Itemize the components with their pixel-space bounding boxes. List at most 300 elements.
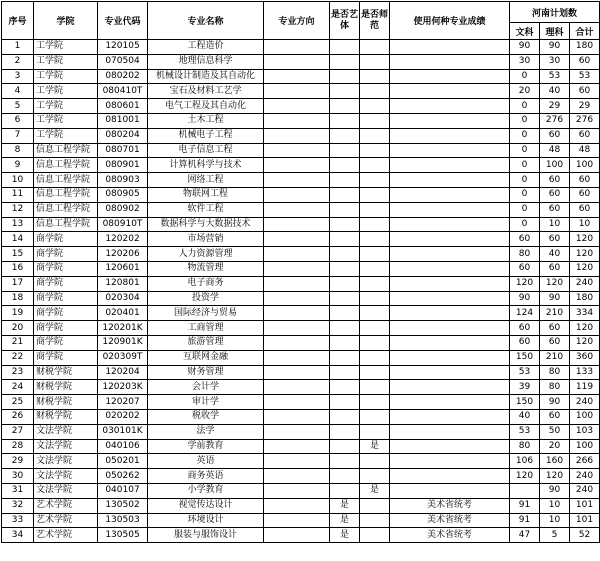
cell-is-art xyxy=(330,350,360,365)
enrollment-plan-table xyxy=(1,1,600,543)
cell-is-normal xyxy=(360,365,390,380)
cell-total: 120 xyxy=(570,232,600,247)
cell-liberal: 0 xyxy=(510,113,540,128)
cell-score-used xyxy=(390,276,510,291)
cell-seq: 6 xyxy=(2,113,34,128)
cell-is-art xyxy=(330,321,360,336)
cell-direction xyxy=(264,84,330,99)
cell-major-code: 080601 xyxy=(98,99,148,114)
cell-major-name: 土木工程 xyxy=(148,113,264,128)
cell-score-used xyxy=(390,128,510,143)
cell-score-used xyxy=(390,54,510,69)
cell-direction xyxy=(264,54,330,69)
cell-is-art: 是 xyxy=(330,498,360,513)
cell-total: 103 xyxy=(570,424,600,439)
cell-direction xyxy=(264,113,330,128)
cell-is-art xyxy=(330,202,360,217)
cell-major-code: 130503 xyxy=(98,513,148,528)
cell-seq: 22 xyxy=(2,350,34,365)
cell-is-art xyxy=(330,40,360,55)
table-row xyxy=(2,69,600,84)
cell-major-code: 081001 xyxy=(98,113,148,128)
table-row xyxy=(2,173,600,188)
table-row xyxy=(2,454,600,469)
cell-college: 工学院 xyxy=(34,40,98,55)
table-row xyxy=(2,306,600,321)
cell-score-used xyxy=(390,40,510,55)
cell-college: 文法学院 xyxy=(34,424,98,439)
cell-total: 101 xyxy=(570,513,600,528)
header-liberal: 文科 xyxy=(510,23,540,40)
cell-liberal: 80 xyxy=(510,439,540,454)
cell-score-used xyxy=(390,217,510,232)
cell-is-normal xyxy=(360,306,390,321)
cell-major-name: 视觉传达设计 xyxy=(148,498,264,513)
cell-seq: 12 xyxy=(2,202,34,217)
cell-liberal: 0 xyxy=(510,217,540,232)
cell-major-code: 080202 xyxy=(98,69,148,84)
cell-college: 财税学院 xyxy=(34,395,98,410)
cell-liberal: 0 xyxy=(510,173,540,188)
cell-liberal: 91 xyxy=(510,513,540,528)
cell-total: 133 xyxy=(570,365,600,380)
cell-major-code: 120202 xyxy=(98,232,148,247)
header-henan-plan: 河南计划数 xyxy=(510,2,600,23)
table-row xyxy=(2,365,600,380)
cell-college: 工学院 xyxy=(34,99,98,114)
cell-total: 60 xyxy=(570,202,600,217)
cell-direction xyxy=(264,173,330,188)
cell-is-normal xyxy=(360,424,390,439)
cell-score-used xyxy=(390,454,510,469)
cell-score-used xyxy=(390,69,510,84)
cell-is-normal xyxy=(360,99,390,114)
cell-college: 艺术学院 xyxy=(34,528,98,543)
cell-direction xyxy=(264,69,330,84)
cell-science: 10 xyxy=(540,498,570,513)
table-row xyxy=(2,261,600,276)
cell-score-used xyxy=(390,469,510,484)
cell-college: 工学院 xyxy=(34,128,98,143)
cell-science: 120 xyxy=(540,276,570,291)
cell-score-used xyxy=(390,439,510,454)
cell-liberal: 53 xyxy=(510,365,540,380)
cell-is-normal xyxy=(360,321,390,336)
cell-seq: 32 xyxy=(2,498,34,513)
header-is-art: 是否艺体 xyxy=(330,2,360,40)
cell-is-normal: 是 xyxy=(360,483,390,498)
cell-liberal xyxy=(510,483,540,498)
header-major-name: 专业名称 xyxy=(148,2,264,40)
cell-is-normal xyxy=(360,84,390,99)
cell-major-name: 工程造价 xyxy=(148,40,264,55)
cell-liberal: 90 xyxy=(510,291,540,306)
table-row xyxy=(2,40,600,55)
header-major-code: 专业代码 xyxy=(98,2,148,40)
cell-science: 160 xyxy=(540,454,570,469)
table-row xyxy=(2,380,600,395)
table-row xyxy=(2,291,600,306)
cell-is-normal xyxy=(360,276,390,291)
cell-is-normal xyxy=(360,40,390,55)
table-row xyxy=(2,395,600,410)
cell-science: 30 xyxy=(540,54,570,69)
cell-is-normal xyxy=(360,261,390,276)
cell-total: 52 xyxy=(570,528,600,543)
cell-total: 240 xyxy=(570,276,600,291)
cell-major-code: 080410T xyxy=(98,84,148,99)
cell-seq: 5 xyxy=(2,99,34,114)
cell-direction xyxy=(264,365,330,380)
cell-major-code: 040106 xyxy=(98,439,148,454)
cell-is-normal xyxy=(360,409,390,424)
cell-direction xyxy=(264,513,330,528)
cell-is-normal: 是 xyxy=(360,439,390,454)
cell-seq: 24 xyxy=(2,380,34,395)
cell-major-name: 地理信息科学 xyxy=(148,54,264,69)
cell-liberal: 90 xyxy=(510,40,540,55)
cell-direction xyxy=(264,217,330,232)
cell-science: 40 xyxy=(540,247,570,262)
cell-major-name: 投资学 xyxy=(148,291,264,306)
cell-is-art xyxy=(330,173,360,188)
cell-science: 20 xyxy=(540,439,570,454)
cell-score-used: 美术省统考 xyxy=(390,528,510,543)
cell-college: 工学院 xyxy=(34,54,98,69)
cell-total: 60 xyxy=(570,173,600,188)
cell-total: 120 xyxy=(570,321,600,336)
table-row xyxy=(2,202,600,217)
cell-science: 53 xyxy=(540,69,570,84)
cell-liberal: 0 xyxy=(510,69,540,84)
cell-is-normal xyxy=(360,217,390,232)
cell-total: 100 xyxy=(570,158,600,173)
cell-direction xyxy=(264,409,330,424)
cell-science: 60 xyxy=(540,261,570,276)
cell-is-art xyxy=(330,335,360,350)
cell-total: 100 xyxy=(570,439,600,454)
cell-is-art xyxy=(330,439,360,454)
cell-score-used xyxy=(390,84,510,99)
cell-college: 商学院 xyxy=(34,306,98,321)
cell-major-name: 法学 xyxy=(148,424,264,439)
cell-total: 276 xyxy=(570,113,600,128)
cell-major-code: 120801 xyxy=(98,276,148,291)
cell-college: 商学院 xyxy=(34,247,98,262)
cell-score-used xyxy=(390,232,510,247)
cell-liberal: 150 xyxy=(510,350,540,365)
cell-major-name: 税收学 xyxy=(148,409,264,424)
cell-college: 商学院 xyxy=(34,321,98,336)
cell-seq: 11 xyxy=(2,187,34,202)
cell-is-art xyxy=(330,113,360,128)
cell-science: 5 xyxy=(540,528,570,543)
cell-major-code: 080901 xyxy=(98,158,148,173)
cell-is-art xyxy=(330,54,360,69)
cell-major-name: 旅游管理 xyxy=(148,335,264,350)
table-row xyxy=(2,99,600,114)
cell-total: 10 xyxy=(570,217,600,232)
cell-major-name: 网络工程 xyxy=(148,173,264,188)
cell-direction xyxy=(264,291,330,306)
cell-score-used xyxy=(390,409,510,424)
cell-score-used xyxy=(390,143,510,158)
cell-direction xyxy=(264,143,330,158)
cell-major-code: 070504 xyxy=(98,54,148,69)
cell-major-code: 120601 xyxy=(98,261,148,276)
table-row xyxy=(2,158,600,173)
table-row xyxy=(2,350,600,365)
table-row xyxy=(2,54,600,69)
cell-seq: 19 xyxy=(2,306,34,321)
cell-science: 60 xyxy=(540,187,570,202)
header-science: 理科 xyxy=(540,23,570,40)
cell-is-art xyxy=(330,365,360,380)
cell-is-normal xyxy=(360,247,390,262)
table-row xyxy=(2,84,600,99)
table-row xyxy=(2,276,600,291)
cell-direction xyxy=(264,261,330,276)
cell-is-normal xyxy=(360,69,390,84)
header-score-used: 使用何种专业成绩 xyxy=(390,2,510,40)
cell-is-normal xyxy=(360,528,390,543)
cell-college: 商学院 xyxy=(34,276,98,291)
table-row xyxy=(2,247,600,262)
cell-science: 100 xyxy=(540,158,570,173)
cell-total: 240 xyxy=(570,483,600,498)
cell-major-code: 080204 xyxy=(98,128,148,143)
cell-liberal: 40 xyxy=(510,409,540,424)
cell-seq: 4 xyxy=(2,84,34,99)
cell-liberal: 80 xyxy=(510,247,540,262)
cell-direction xyxy=(264,158,330,173)
cell-total: 334 xyxy=(570,306,600,321)
cell-score-used xyxy=(390,395,510,410)
cell-college: 信息工程学院 xyxy=(34,202,98,217)
cell-college: 商学院 xyxy=(34,291,98,306)
cell-is-art xyxy=(330,380,360,395)
cell-is-art xyxy=(330,469,360,484)
cell-major-code: 130505 xyxy=(98,528,148,543)
cell-is-art xyxy=(330,99,360,114)
cell-college: 商学院 xyxy=(34,232,98,247)
cell-major-code: 050262 xyxy=(98,469,148,484)
cell-liberal: 60 xyxy=(510,335,540,350)
cell-total: 48 xyxy=(570,143,600,158)
cell-major-name: 审计学 xyxy=(148,395,264,410)
cell-score-used xyxy=(390,350,510,365)
cell-total: 53 xyxy=(570,69,600,84)
cell-is-art xyxy=(330,143,360,158)
cell-direction xyxy=(264,528,330,543)
cell-direction xyxy=(264,469,330,484)
cell-major-name: 市场营销 xyxy=(148,232,264,247)
cell-score-used xyxy=(390,306,510,321)
cell-major-name: 物流管理 xyxy=(148,261,264,276)
cell-seq: 31 xyxy=(2,483,34,498)
cell-is-normal xyxy=(360,143,390,158)
cell-science: 10 xyxy=(540,513,570,528)
cell-major-name: 商务英语 xyxy=(148,469,264,484)
cell-major-code: 120105 xyxy=(98,40,148,55)
cell-college: 文法学院 xyxy=(34,454,98,469)
table-row xyxy=(2,409,600,424)
cell-score-used xyxy=(390,173,510,188)
cell-science: 90 xyxy=(540,291,570,306)
cell-liberal: 60 xyxy=(510,321,540,336)
cell-college: 信息工程学院 xyxy=(34,187,98,202)
cell-seq: 28 xyxy=(2,439,34,454)
cell-is-art: 是 xyxy=(330,513,360,528)
cell-science: 60 xyxy=(540,128,570,143)
cell-liberal: 120 xyxy=(510,276,540,291)
cell-seq: 17 xyxy=(2,276,34,291)
cell-score-used: 美术省统考 xyxy=(390,498,510,513)
cell-total: 60 xyxy=(570,187,600,202)
cell-score-used: 美术省统考 xyxy=(390,513,510,528)
cell-is-normal xyxy=(360,158,390,173)
cell-major-name: 电子信息工程 xyxy=(148,143,264,158)
table-row xyxy=(2,128,600,143)
cell-is-normal xyxy=(360,128,390,143)
cell-is-art xyxy=(330,395,360,410)
table-body xyxy=(2,40,600,543)
cell-major-name: 电子商务 xyxy=(148,276,264,291)
cell-score-used xyxy=(390,99,510,114)
cell-is-normal xyxy=(360,232,390,247)
cell-liberal: 0 xyxy=(510,202,540,217)
cell-seq: 13 xyxy=(2,217,34,232)
cell-science: 48 xyxy=(540,143,570,158)
cell-major-name: 物联网工程 xyxy=(148,187,264,202)
cell-major-code: 120204 xyxy=(98,365,148,380)
cell-science: 90 xyxy=(540,40,570,55)
cell-liberal: 0 xyxy=(510,187,540,202)
cell-college: 工学院 xyxy=(34,69,98,84)
cell-major-code: 080701 xyxy=(98,143,148,158)
cell-major-code: 020309T xyxy=(98,350,148,365)
cell-is-art: 是 xyxy=(330,528,360,543)
cell-major-code: 020202 xyxy=(98,409,148,424)
cell-major-code: 120206 xyxy=(98,247,148,262)
cell-major-code: 050201 xyxy=(98,454,148,469)
cell-is-normal xyxy=(360,113,390,128)
cell-college: 艺术学院 xyxy=(34,513,98,528)
cell-is-normal xyxy=(360,513,390,528)
cell-liberal: 150 xyxy=(510,395,540,410)
cell-science: 80 xyxy=(540,365,570,380)
cell-direction xyxy=(264,187,330,202)
cell-major-name: 学前教育 xyxy=(148,439,264,454)
cell-science: 90 xyxy=(540,483,570,498)
table-row xyxy=(2,217,600,232)
cell-major-code: 020304 xyxy=(98,291,148,306)
cell-major-name: 会计学 xyxy=(148,380,264,395)
table-row xyxy=(2,469,600,484)
cell-seq: 18 xyxy=(2,291,34,306)
cell-direction xyxy=(264,232,330,247)
cell-direction xyxy=(264,454,330,469)
cell-science: 120 xyxy=(540,469,570,484)
cell-total: 60 xyxy=(570,84,600,99)
cell-is-art xyxy=(330,483,360,498)
cell-college: 信息工程学院 xyxy=(34,217,98,232)
cell-seq: 10 xyxy=(2,173,34,188)
table-row xyxy=(2,143,600,158)
cell-seq: 9 xyxy=(2,158,34,173)
cell-major-name: 机械电子工程 xyxy=(148,128,264,143)
cell-major-code: 030101K xyxy=(98,424,148,439)
cell-liberal: 39 xyxy=(510,380,540,395)
cell-score-used xyxy=(390,365,510,380)
cell-direction xyxy=(264,439,330,454)
cell-direction xyxy=(264,202,330,217)
header-college: 学院 xyxy=(34,2,98,40)
cell-is-normal xyxy=(360,498,390,513)
header-is-normal: 是否师范 xyxy=(360,2,390,40)
cell-seq: 20 xyxy=(2,321,34,336)
cell-is-art xyxy=(330,158,360,173)
cell-liberal: 20 xyxy=(510,84,540,99)
cell-college: 商学院 xyxy=(34,335,98,350)
cell-science: 80 xyxy=(540,380,570,395)
cell-is-normal xyxy=(360,380,390,395)
cell-direction xyxy=(264,128,330,143)
cell-major-code: 040107 xyxy=(98,483,148,498)
cell-is-normal xyxy=(360,173,390,188)
table-row xyxy=(2,187,600,202)
cell-total: 180 xyxy=(570,291,600,306)
cell-score-used xyxy=(390,321,510,336)
cell-science: 40 xyxy=(540,84,570,99)
cell-college: 文法学院 xyxy=(34,439,98,454)
cell-science: 276 xyxy=(540,113,570,128)
cell-major-code: 020401 xyxy=(98,306,148,321)
cell-score-used xyxy=(390,247,510,262)
cell-major-code: 130502 xyxy=(98,498,148,513)
cell-score-used xyxy=(390,158,510,173)
cell-is-normal xyxy=(360,395,390,410)
cell-college: 信息工程学院 xyxy=(34,143,98,158)
cell-direction xyxy=(264,40,330,55)
cell-total: 360 xyxy=(570,350,600,365)
cell-seq: 29 xyxy=(2,454,34,469)
cell-major-name: 互联网金融 xyxy=(148,350,264,365)
cell-is-normal xyxy=(360,335,390,350)
cell-seq: 7 xyxy=(2,128,34,143)
cell-seq: 2 xyxy=(2,54,34,69)
cell-liberal: 60 xyxy=(510,232,540,247)
cell-liberal: 0 xyxy=(510,158,540,173)
cell-total: 101 xyxy=(570,498,600,513)
header-direction: 专业方向 xyxy=(264,2,330,40)
cell-college: 文法学院 xyxy=(34,469,98,484)
cell-direction xyxy=(264,380,330,395)
cell-total: 120 xyxy=(570,335,600,350)
cell-liberal: 0 xyxy=(510,143,540,158)
cell-is-normal xyxy=(360,469,390,484)
cell-score-used xyxy=(390,113,510,128)
cell-college: 艺术学院 xyxy=(34,498,98,513)
header-row xyxy=(2,2,600,23)
cell-major-name: 服装与服饰设计 xyxy=(148,528,264,543)
cell-is-art xyxy=(330,306,360,321)
cell-science: 60 xyxy=(540,202,570,217)
cell-major-name: 电气工程及其自动化 xyxy=(148,99,264,114)
cell-seq: 15 xyxy=(2,247,34,262)
cell-direction xyxy=(264,99,330,114)
cell-major-name: 国际经济与贸易 xyxy=(148,306,264,321)
